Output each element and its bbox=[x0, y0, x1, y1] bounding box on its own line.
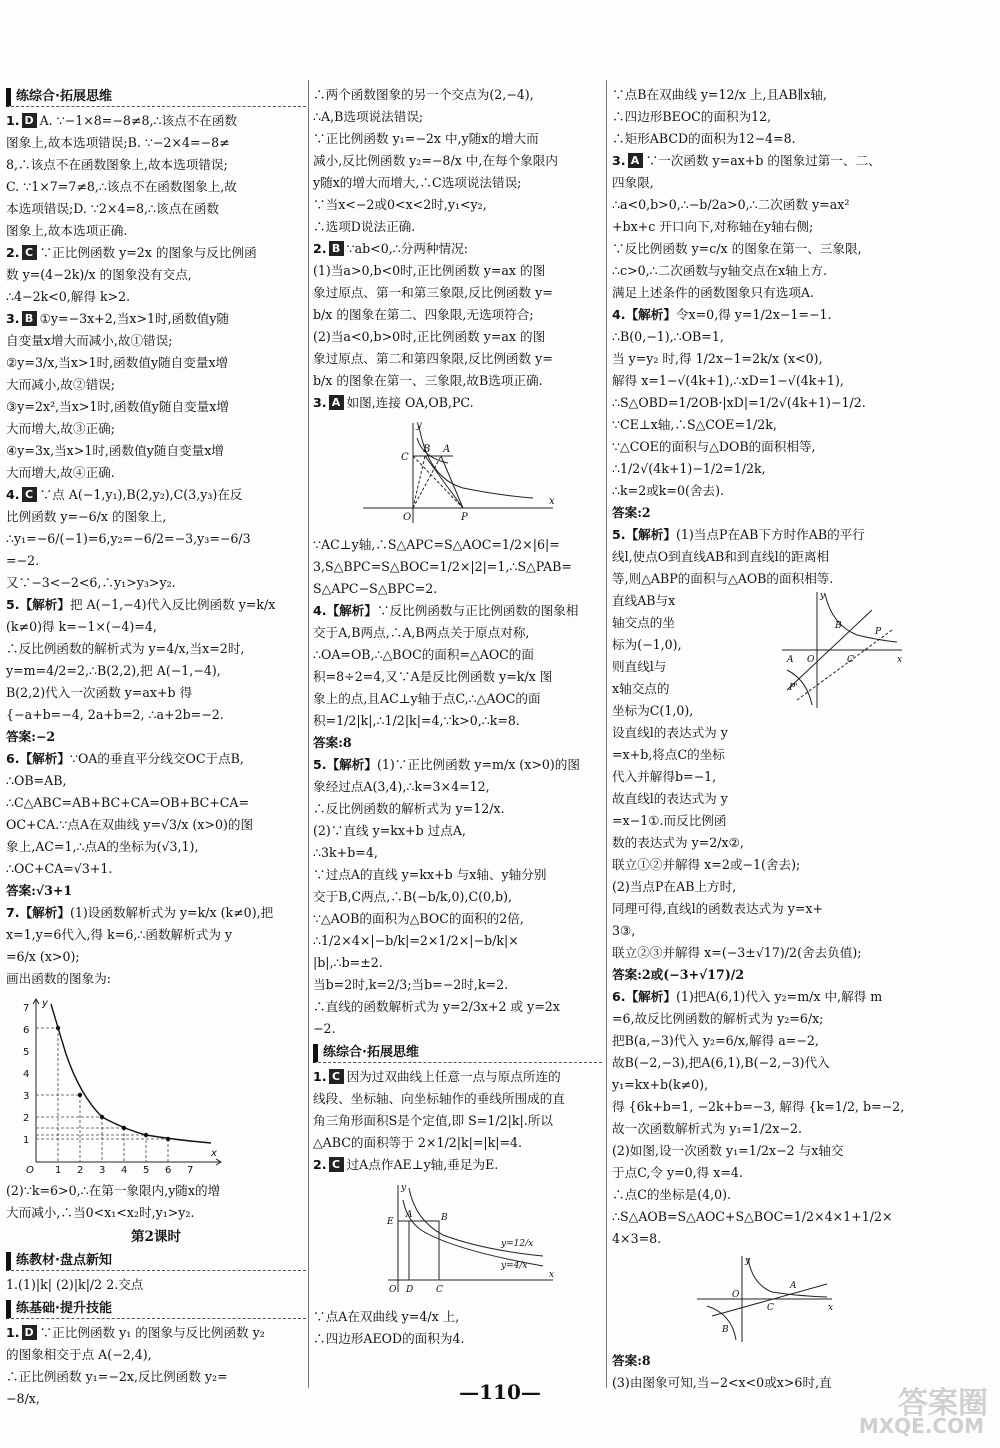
point-label: A bbox=[406, 1210, 413, 1220]
item-line: (2)当a<0,b>0时,正比例函数 y=ax 的图 bbox=[313, 329, 546, 344]
item-line: ∴四边形BEOC的面积为12, bbox=[612, 109, 772, 124]
item-line: 把 A(−1,−4)代入反比例函数 y=k/x bbox=[69, 597, 276, 612]
answer-line: 答案:8 bbox=[313, 735, 352, 750]
item-line: −2. bbox=[313, 1021, 336, 1036]
item-number: 4. bbox=[612, 307, 626, 322]
item-line: (1)设函数解析式为 y=k/x (k≠0),把 bbox=[69, 905, 274, 920]
answer-box: C bbox=[22, 245, 37, 260]
answer-item-7 bbox=[6, 902, 306, 1224]
point-label: O bbox=[732, 1290, 740, 1300]
item-number: 5. bbox=[313, 757, 327, 772]
item-line: S△APC−S△BPC=2. bbox=[313, 581, 438, 596]
item-number: 2. bbox=[313, 241, 327, 256]
item-line: ①y=−3x+2,当x>1时,函数值y随 bbox=[39, 311, 230, 326]
item-line: 的图象相交于点 A(−2,4), bbox=[6, 1347, 152, 1362]
side-text bbox=[612, 590, 762, 766]
figure-triangles bbox=[353, 418, 593, 528]
item-line: 如图,连接 OA,OB,PC. bbox=[346, 395, 474, 410]
point-label: E bbox=[387, 1217, 394, 1227]
item-line: ∴a<0,b>0,∴−b/2a>0,∴二次函数 y=ax² bbox=[612, 197, 850, 212]
answer-item-5 bbox=[612, 524, 914, 986]
item-number: 2. bbox=[313, 1157, 327, 1172]
answer-item-1 bbox=[6, 110, 306, 242]
item-line: ∴选项D说法正确. bbox=[313, 219, 416, 234]
answer-line: 答案:8 bbox=[612, 1353, 651, 1368]
item-line: ③y=2x²,当x>1时,函数值y随自变量x增 bbox=[6, 399, 229, 414]
lesson-title: 第2课时 bbox=[131, 1229, 181, 1245]
point-label: C bbox=[847, 655, 854, 665]
analysis-tag: 【解析】 bbox=[19, 905, 70, 920]
item-line: 令x=0,得 y=1/2x−1=−1. bbox=[675, 307, 832, 322]
item-line: (2)∵直线 y=kx+b 过点A, bbox=[313, 823, 466, 838]
item-line: ∴OA=OB,∴△BOC的面积=△AOC的面 bbox=[313, 647, 534, 662]
point-label: B bbox=[835, 621, 842, 631]
column-divider bbox=[606, 80, 607, 1388]
item-line: 大而增大,故③正确; bbox=[6, 421, 115, 436]
item-line: ∴B(0,−1),∴OB=1, bbox=[612, 329, 724, 344]
item-number: 6. bbox=[612, 989, 626, 1004]
item-line: 象上,AC=1,∴点A的坐标为(√3,1), bbox=[6, 839, 199, 854]
point-label: B bbox=[722, 1325, 729, 1335]
item-line: 直线AB与x bbox=[612, 593, 676, 608]
x-tick: 2 bbox=[77, 1165, 84, 1174]
item-line: 积=1/2|k|,∴1/2|k|=4,∵k>0,∴k=8. bbox=[313, 713, 520, 728]
item-line: 因为过双曲线上任意一点与原点所连的 bbox=[346, 1069, 561, 1084]
item-line: ∴反比例函数的解析式为 y=4/x,当x=2时, bbox=[6, 641, 245, 656]
item-line: 坐标为C(1,0), bbox=[612, 703, 694, 718]
analysis-tag: 【解析】 bbox=[19, 597, 70, 612]
figure-parallel-lines bbox=[777, 590, 907, 710]
item-line: (3)由图象可知,当−2<x<0或x>6时,直 bbox=[612, 1375, 832, 1390]
item-line: 标为(−1,0), bbox=[612, 637, 682, 652]
axis-label: y bbox=[820, 591, 826, 601]
item-line: 故一次函数解析式为 y₁=1/2x−2. bbox=[612, 1121, 803, 1136]
answer-box: D bbox=[22, 1325, 37, 1340]
item-line: 交于B,C两点,∴B(−b/k,0),C(0,b), bbox=[313, 889, 512, 904]
axis-label: x bbox=[549, 496, 555, 507]
item-line: 则直线l与 bbox=[612, 659, 667, 674]
item-number: 6. bbox=[6, 751, 20, 766]
answer-line: 答案:2或(−3+√17)/2 bbox=[612, 967, 745, 982]
item-line: ∴y₁=−6/(−1)=6,y₂=−6/2=−3,y₃=−6/3 bbox=[6, 531, 251, 546]
item-line: B(2,2)代入一次函数 y=ax+b 得 bbox=[6, 685, 193, 700]
item-number: 1. bbox=[6, 113, 20, 128]
item-line: 又∵−3<−2<6,∴y₁>y₃>y₂. bbox=[6, 575, 176, 590]
item-line: 3,S△BPC=S△BOC=1/2×|2|=1,∴S△PAB= bbox=[313, 559, 572, 574]
item-line: 联立②③并解得 x=(−3±√17)/2(舍去负值); bbox=[612, 945, 862, 960]
x-tick: 1 bbox=[55, 1165, 62, 1174]
item-line: 4×3=8. bbox=[612, 1231, 662, 1246]
item-line: A. ∵−1×8=−8≠8,∴该点不在函数 bbox=[39, 113, 238, 128]
analysis-tag: 【解析】 bbox=[326, 603, 377, 618]
item-line: (k≠0)得 k=−1×(−4)=4, bbox=[6, 619, 157, 634]
item-line: 角三角形面积S是个定值,即 S=1/2|k|.所以 bbox=[313, 1113, 553, 1128]
answer-box: C bbox=[22, 487, 37, 502]
answer-item-7 bbox=[313, 1154, 602, 1350]
item-line: ∴直线的函数解析式为 y=2/3x+2 或 y=2x bbox=[313, 999, 560, 1014]
item-line: ∴四边形AEOD的面积为4. bbox=[313, 1331, 465, 1346]
answer-box: B bbox=[329, 241, 344, 256]
item-line: 大而增大,故④正确. bbox=[6, 465, 115, 480]
item-number: 2. bbox=[6, 245, 20, 260]
answer-item-4 bbox=[313, 600, 602, 754]
item-line: ∴S△OBD=1/2OB·|xD|=1/2√(4k+1)−1/2. bbox=[612, 395, 866, 410]
point-label: B bbox=[423, 444, 431, 455]
item-number: 4. bbox=[6, 487, 20, 502]
y-tick: 4 bbox=[23, 1069, 30, 1080]
y-tick: 3 bbox=[23, 1091, 30, 1102]
item-line: ∴1/2√(4k+1)−1/2=1/2k, bbox=[612, 461, 766, 476]
origin-label: O bbox=[26, 1165, 34, 1174]
item-line: 得 {6k+b=1, −2k+b=−3, 解得 {k=1/2, b=−2, bbox=[612, 1099, 905, 1114]
axis-label: y bbox=[401, 1183, 407, 1193]
analysis-tag: 【解析】 bbox=[625, 527, 676, 542]
item-line: 轴交点的坐 bbox=[612, 615, 675, 630]
item-line: ②y=3/x,当x>1时,函数值y随自变量x增 bbox=[6, 355, 229, 370]
curve-label: y=12/x bbox=[501, 1239, 534, 1249]
analysis-tag: 【解析】 bbox=[326, 757, 377, 772]
point-label: O bbox=[807, 655, 815, 665]
item-line: 本选项错误;D. ∵2×4=8,∴该点在函数 bbox=[6, 201, 220, 216]
point-label: O bbox=[403, 512, 412, 523]
item-line: +bx+c 开口向下,对称轴在y轴右侧; bbox=[612, 219, 814, 234]
item-line: 等,则△ABP的面积与△AOB的面积相等. bbox=[612, 571, 834, 586]
answer-box: C bbox=[329, 1069, 344, 1084]
item-line: 设直线l的表达式为 y bbox=[612, 725, 728, 740]
x-tick: 6 bbox=[165, 1165, 172, 1174]
item-line: ∵反比例函数与正比例函数的图象相 bbox=[376, 603, 579, 618]
point-label: B bbox=[441, 1213, 448, 1223]
answer-box: A bbox=[329, 395, 344, 410]
item-line: 象经过点A(3,4),∴k=3×4=12, bbox=[313, 779, 490, 794]
column-3 bbox=[612, 84, 914, 1394]
point-label: C bbox=[401, 452, 409, 463]
item-line: ∴3k+b=4, bbox=[313, 845, 378, 860]
item-line: 解得 x=1−√(4k+1),∴xD=1−√(4k+1), bbox=[612, 373, 844, 388]
item-line: 数的表达式为 y=2/x②, bbox=[612, 835, 744, 850]
answer-line: 答案:√3+1 bbox=[6, 883, 73, 898]
point-label: D bbox=[406, 1285, 414, 1295]
item-line: ∵△COE的面积与△DOB的面积相等, bbox=[612, 439, 816, 454]
y-tick: 1 bbox=[23, 1135, 30, 1146]
item-number: 1. bbox=[6, 1325, 20, 1340]
item-line: ∵过点A的直线 y=kx+b 与x轴、y轴分别 bbox=[313, 867, 547, 882]
item-line: 积=8÷2=4,又∵A是反比例函数 y=k/x 图 bbox=[313, 669, 553, 684]
item-line: y=m=4/2=2,∴B(2,2),把 A(−1,−4), bbox=[6, 663, 221, 678]
item-line: ∵正比例函数 y₁=−2x 中,y随x的增大而 bbox=[313, 131, 539, 146]
item-line: 大而减小,故②错误; bbox=[6, 377, 115, 392]
item-line: 大而减小,∴当0<x₁<x₂时,y₁>y₂. bbox=[6, 1205, 195, 1220]
item-line: 象过原点、第一和第三象限,反比例函数 y= bbox=[313, 285, 553, 300]
item-number: 7. bbox=[6, 905, 20, 920]
item-line: y₁=kx+b(k≠0), bbox=[612, 1077, 709, 1092]
x-axis-label: x bbox=[211, 1148, 217, 1159]
hyperbola-graph bbox=[6, 994, 226, 1174]
item-line: (1)把A(6,1)代入 y₂=m/x 中,解得 m bbox=[675, 989, 883, 1004]
item-line: 交于A,B两点,∴A,B两点关于原点对称, bbox=[313, 625, 530, 640]
item-line: ∴正比例函数 y₁=−2x,反比例函数 y₂= bbox=[6, 1369, 228, 1384]
item-line: =6/x (x>0); bbox=[6, 949, 80, 964]
axis-label: x bbox=[897, 655, 903, 665]
x-tick: 5 bbox=[143, 1165, 150, 1174]
section-header: 练教材·盘点新知 bbox=[6, 1252, 306, 1271]
item-line: 故直线l的表达式为 y bbox=[612, 791, 728, 806]
figure-text-wrap bbox=[612, 590, 914, 766]
answer-item-continued bbox=[612, 84, 914, 150]
item-line: 画出函数的图象为: bbox=[6, 971, 111, 986]
answer-item-5 bbox=[6, 594, 306, 748]
point-label: A bbox=[790, 1281, 797, 1291]
y-axis-label: y bbox=[42, 998, 48, 1009]
answer-line: 答案:−2 bbox=[6, 729, 56, 744]
item-line: 故B(−2,−3),把A(6,1),B(−2,−3)代入 bbox=[612, 1055, 830, 1070]
item-line: (2)当点P在AB上方时, bbox=[612, 879, 737, 894]
answer-item-4 bbox=[612, 304, 914, 524]
item-line: ∵一次函数 y=ax+b 的图象过第一、二、 bbox=[645, 153, 881, 168]
item-line: 比例函数 y=−6/x 的图象上, bbox=[6, 509, 167, 524]
item-line: ∴4−2k<0,解得 k>2. bbox=[6, 289, 131, 304]
analysis-tag: 【解析】 bbox=[625, 989, 676, 1004]
item-number: 3. bbox=[313, 395, 327, 410]
answer-line: 答案:2 bbox=[612, 505, 651, 520]
item-line: y随x的增大而增大,∴C选项说法错误; bbox=[313, 175, 522, 190]
curve-label: y=4/x bbox=[501, 1261, 528, 1271]
figure-rectangle-hyperbolas bbox=[373, 1180, 573, 1300]
axis-label: y bbox=[416, 420, 422, 431]
item-line: ∴OC+CA=√3+1. bbox=[6, 861, 113, 876]
item-line: 减小,反比例函数 y₂=−8/x 中,在每个象限内 bbox=[313, 153, 558, 168]
item-line: 图象上,故本选项正确. bbox=[6, 223, 128, 238]
item-line: ∵正比例函数 y₁ 的图象与反比例函数 y₂ bbox=[39, 1325, 265, 1340]
item-line: ∴C△ABC=AB+BC+CA=OB+BC+CA= bbox=[6, 795, 250, 810]
x-tick: 3 bbox=[99, 1165, 106, 1174]
item-line: |b|,∴b=±2. bbox=[313, 955, 383, 970]
item-line: 1.(1)|k| (2)|k|/2 2.交点 bbox=[6, 1277, 144, 1292]
item-line: x轴交点的 bbox=[612, 681, 670, 696]
y-tick: 5 bbox=[23, 1047, 30, 1058]
point-label: A bbox=[443, 444, 451, 455]
axis-label: x bbox=[549, 1270, 555, 1280]
item-line: 联立①②并解得 x=2或−1(舍去); bbox=[612, 857, 801, 872]
point-label: C bbox=[436, 1285, 443, 1295]
item-line: b/x 的图象在第二、四象限,无选项符合; bbox=[313, 307, 534, 322]
item-line: ∴S△AOB=S△AOC+S△BOC=1/2×4×1+1/2× bbox=[612, 1209, 893, 1224]
item-line: 把B(a,−3)代入 y₂=6/x,解得 a=−2, bbox=[612, 1033, 819, 1048]
answer-item-3 bbox=[612, 150, 914, 304]
item-line: 线段、坐标轴、向坐标轴作的垂线所围成的直 bbox=[313, 1091, 565, 1106]
item-number: 3. bbox=[612, 153, 626, 168]
item-line: ∴反比例函数的解析式为 y=12/x. bbox=[313, 801, 505, 816]
item-line: ∵CE⊥x轴,∴S△COE=1/2k, bbox=[612, 417, 777, 432]
answer-item-3 bbox=[313, 392, 602, 600]
answer-item-6 bbox=[6, 748, 306, 902]
item-line: =x+b,将点C的坐标 bbox=[612, 747, 725, 762]
answer-item-6 bbox=[612, 986, 914, 1394]
item-line: ∵反比例函数 y=c/x 的图象在第一、三象限, bbox=[612, 241, 862, 256]
answer-item-4 bbox=[6, 484, 306, 594]
answer-item-5 bbox=[313, 754, 602, 1040]
y-tick: 7 bbox=[23, 1003, 30, 1014]
item-number: 1. bbox=[313, 1069, 327, 1084]
item-line: 于点C,令 y=0,得 x=4. bbox=[612, 1165, 743, 1180]
item-line: ∵点 A(−1,y₁),B(2,y₂),C(3,y₃)在反 bbox=[39, 487, 243, 502]
section-header: 练基础·提升技能 bbox=[6, 1300, 306, 1319]
item-line: △ABC的面积等于 2×1/2|k|=|k|=4. bbox=[313, 1135, 523, 1150]
item-line: =x−1①.而反比例函 bbox=[612, 813, 727, 828]
x-tick: 7 bbox=[187, 1165, 194, 1174]
answer-item-2 bbox=[313, 238, 602, 392]
point-label: P' bbox=[789, 683, 798, 693]
item-line: 象过原点、第二和第四象限,反比例函数 y= bbox=[313, 351, 553, 366]
y-tick: 6 bbox=[23, 1025, 30, 1036]
point-label: P bbox=[875, 627, 882, 637]
point-label: O bbox=[389, 1285, 397, 1295]
item-number: 5. bbox=[6, 597, 20, 612]
item-line: ∴k=2或k=0(舍去). bbox=[612, 483, 725, 498]
column-2 bbox=[313, 84, 602, 1350]
item-line: OC+CA.∵点A在双曲线 y=√3/x (x>0)的图 bbox=[6, 817, 254, 832]
item-line: (1)当a>0,b<0时,正比例函数 y=ax 的图 bbox=[313, 263, 546, 278]
item-line: x=1,y=6代入,得 k=6,∴函数解析式为 y bbox=[6, 927, 233, 942]
x-tick: 4 bbox=[121, 1165, 128, 1174]
item-line: 满足上述条件的函数图象只有选项A. bbox=[612, 285, 815, 300]
item-line: =6,故反比例函数的解析式为 y₂=6/x; bbox=[612, 1011, 824, 1026]
item-line: (1)当点P在AB下方时作AB的平行 bbox=[675, 527, 865, 542]
item-number: 5. bbox=[612, 527, 626, 542]
item-number: 3. bbox=[6, 311, 20, 326]
item-line: ∴两个函数图象的另一个交点为(2,−4), bbox=[313, 87, 534, 102]
item-line: ∵点A在双曲线 y=4/x 上, bbox=[313, 1309, 460, 1324]
page-number: —110— bbox=[459, 1380, 541, 1404]
item-line: ∵正比例函数 y=2x 的图象与反比例函 bbox=[39, 245, 257, 260]
item-line: ∵ab<0,∴分两种情况: bbox=[346, 241, 468, 256]
item-line: (2)如图,设一次函数 y₁=1/2x−2 与x轴交 bbox=[612, 1143, 844, 1158]
watermark-url: MXQE.COM bbox=[858, 1414, 984, 1438]
item-line: 当b=2时,k=2/3;当b=−2时,k=2. bbox=[313, 977, 509, 992]
item-line: C. ∵1×7=7≠8,∴该点不在函数图象上,故 bbox=[6, 179, 237, 194]
item-line: (1)∵正比例函数 y=m/x (x>0)的图 bbox=[376, 757, 580, 772]
item-line: −8/x, bbox=[6, 1391, 40, 1406]
item-line: ∴c>0,∴二次函数与y轴交点在x轴上方. bbox=[612, 263, 827, 278]
item-line: ∴矩形ABCD的面积为12−4=8. bbox=[612, 131, 796, 146]
item-line: 同理可得,直线l的函数表达式为 y=x+ bbox=[612, 901, 824, 916]
item-line: ∵AC⊥y轴,∴S△APC=S△AOC=1/2×|6|= bbox=[313, 537, 560, 552]
answer-box: A bbox=[628, 153, 643, 168]
answer-box: C bbox=[329, 1157, 344, 1172]
item-line: ∴点C的坐标是(4,0). bbox=[612, 1187, 732, 1202]
axis-label: y bbox=[745, 1256, 751, 1266]
item-line: ∵点B在双曲线 y=12/x 上,且AB∥x轴, bbox=[612, 87, 827, 102]
answer-item-2 bbox=[6, 242, 306, 308]
item-line: 自变量x增大而减小,故①错误; bbox=[6, 333, 173, 348]
item-line: ∴1/2×4×|−b/k|=2×1/2×|−b/k|× bbox=[313, 933, 519, 948]
item-line: ∵当x<−2或0<x<2时,y₁<y₂, bbox=[313, 197, 487, 212]
analysis-tag: 【解析】 bbox=[19, 751, 70, 766]
item-line: ④y=3x,当x>1时,函数值y随自变量x增 bbox=[6, 443, 224, 458]
point-label: C bbox=[767, 1303, 774, 1313]
item-line: b/x 的图象在第一、三象限,故B选项正确. bbox=[313, 373, 543, 388]
item-line: {−a+b=−4, 2a+b=2, ∴a+2b=−2. bbox=[6, 707, 224, 722]
point-label: P bbox=[461, 512, 468, 523]
item-line: 线l,使点O到直线AB和到直线l的距离相 bbox=[612, 549, 830, 564]
answer-item-6 bbox=[313, 1066, 602, 1154]
watermark-logo: 答案圈 bbox=[898, 1386, 988, 1421]
figure-intersection bbox=[692, 1254, 842, 1344]
point-label: A bbox=[787, 655, 794, 665]
item-line: 过A点作AE⊥y轴,垂足为E. bbox=[346, 1157, 499, 1172]
item-line: 数 y=(4−2k)/x 的图象没有交点, bbox=[6, 267, 192, 282]
item-line: ∴OB=AB, bbox=[6, 773, 67, 788]
answer-item-continued bbox=[313, 84, 602, 238]
answer-box: B bbox=[22, 311, 37, 326]
item-line: =−2. bbox=[6, 553, 40, 568]
item-line: 代入并解得b=−1, bbox=[612, 769, 717, 784]
answer-item-3 bbox=[6, 308, 306, 484]
section-header: 练综合·拓展思维 bbox=[6, 88, 306, 107]
y-tick: 2 bbox=[23, 1113, 30, 1124]
item-line: (2)∵k=6>0,∴在第一象限内,y随x的增 bbox=[6, 1183, 221, 1198]
column-1 bbox=[6, 84, 306, 1410]
item-line: 3③, bbox=[612, 923, 636, 938]
item-line: ∴A,B选项说法错误; bbox=[313, 109, 424, 124]
item-line: ∵OA的垂直平分线交OC于点B, bbox=[69, 751, 244, 766]
item-line: 8,∴该点不在函数图象上,故本选项错误; bbox=[6, 157, 228, 172]
axis-label: x bbox=[828, 1303, 834, 1313]
answer-box: D bbox=[22, 113, 37, 128]
curve-y-6-over-x bbox=[51, 1004, 211, 1143]
item-line: 象上的点,且AC⊥y轴于点C,∴△AOC的面 bbox=[313, 691, 541, 706]
item-line: 四象限, bbox=[612, 175, 654, 190]
item-number: 4. bbox=[313, 603, 327, 618]
item-line: 当 y=y₂ 时,得 1/2x−1=2k/x (x<0), bbox=[612, 351, 823, 366]
item-line: ∵△AOB的面积为△BOC的面积的2倍, bbox=[313, 911, 524, 926]
item-line: 图象上,故本选项错误;B. ∵−2×4=−8≠ bbox=[6, 135, 230, 150]
column-divider bbox=[308, 80, 309, 1388]
analysis-tag: 【解析】 bbox=[625, 307, 676, 322]
section-header: 练综合·拓展思维 bbox=[313, 1044, 602, 1063]
